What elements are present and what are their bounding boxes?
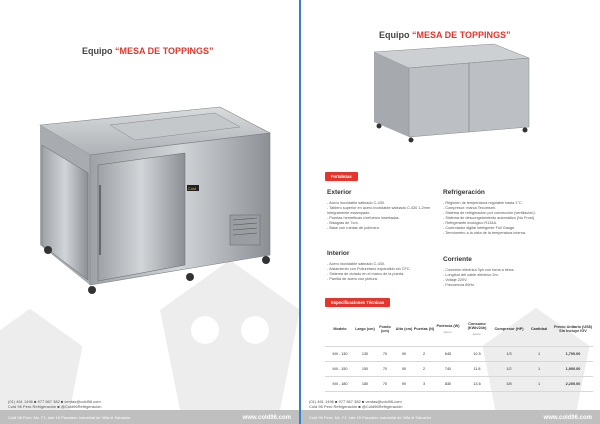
list-item: - Controlador digital inteligente Full Gauge. <box>443 226 578 231</box>
footer-contact: (01) 461 1496 ■ 977 567 382 ■ ventas@cold96.com <box>8 399 101 404</box>
table-row: MII - 180 180 70 90 3 830 13.6 3/8 1 2,200.00 <box>325 377 593 392</box>
table-row: MII - 130 130 70 90 2 645 10.5 1/3 1 1,700.00 <box>325 347 593 362</box>
footer-url[interactable]: www.cold96.com <box>242 415 291 421</box>
col-puertas: Puertas (N) <box>413 312 435 347</box>
col-potencia: Potencia (W) Aprox. <box>435 312 461 347</box>
list-item: - Sistema de descongelamiento automático (No Frost). <box>443 216 578 221</box>
table-header-row <box>325 312 593 347</box>
col-cantidad: Cantidad <box>525 312 553 347</box>
list-item: - Voltaje 220V. <box>443 278 578 283</box>
col-compresor: Compresor (HP) <box>493 312 525 347</box>
list-item: - Aislamiento con Poliuretano expandido sin CFC. <box>327 267 435 272</box>
list-item: - Parrilla de acero con pintura. <box>327 277 435 282</box>
refrigeracion-list <box>443 201 578 236</box>
list-item: - Termómetro a la vista de la temperatura interna. <box>443 231 578 236</box>
list-item: - Régimen de temperatura regulable hasta 1°C. <box>443 201 578 206</box>
col-alto: Alto (cm) <box>395 312 413 347</box>
list-item: - Puertas herméticas c/refuerzo insertadas. <box>327 216 435 221</box>
corriente-list <box>443 268 578 288</box>
col-consumo: Consumo (KWh/24h) Aprox. <box>461 312 493 347</box>
interior-list <box>327 262 435 282</box>
list-item: - Refrigerante ecológico R134A. <box>443 221 578 226</box>
list-item: - Compresor: marca Tecumseh. <box>443 206 578 211</box>
list-item: - Bisagras de 7cm. <box>327 221 435 226</box>
specs-table <box>325 312 593 392</box>
list-item: - Acero inoxidable satinado C-430. <box>327 262 435 267</box>
fortalezas-label: Fortalezas <box>325 172 358 181</box>
footer-left <box>0 398 299 424</box>
footer-address: Cold 96 Perú: Mz. F1, lote 15 Paradero Industrial de Villa el Salvador <box>309 415 432 420</box>
table-row: MII - 150 150 70 90 2 740 11.8 1/2 1 1,900.00 <box>325 362 593 377</box>
list-item: - Sistema de refrigeración por convección (ventilación). <box>443 211 578 216</box>
list-item: - Tablero superior en acero inoxidable satinado C-430 1.2mm íntegramente estampado. <box>327 206 435 216</box>
list-item: - Base con ruedas de polímero. <box>327 226 435 231</box>
brand-plate: Cold <box>188 186 197 191</box>
page-title: Equipo “MESA DE TOPPINGS” <box>82 46 214 56</box>
list-item: - Frecuencia 60Hz. <box>443 283 578 288</box>
exterior-list <box>327 201 435 231</box>
footer-social: Cold 96 Perú Refrigeración ■ @Cold96Refrigeración <box>8 404 102 409</box>
corriente-heading: Corriente <box>443 256 472 263</box>
footer-address: Cold 96 Perú: Mz. F1, lote 15 Paradero Industrial de Villa el Salvador <box>8 415 131 420</box>
footer-right <box>301 398 600 424</box>
col-largo: Largo (cm) <box>355 312 375 347</box>
list-item: - Sistema de ciclado en el marco de la puerta. <box>327 272 435 277</box>
specs-label: Especificaciones Técnicas <box>325 298 390 307</box>
exterior-heading: Exterior <box>327 189 352 196</box>
right-page <box>301 0 600 424</box>
list-item: - Acero inoxidable satinado C-430. <box>327 201 435 206</box>
list-item: - Longitud del cable eléctrico 2m. <box>443 273 578 278</box>
left-page <box>0 0 299 424</box>
col-modelo: Modelo <box>325 312 355 347</box>
footer-contact: (01) 461 1496 ■ 977 567 382 ■ ventas@cold96.com <box>309 399 402 404</box>
interior-heading: Interior <box>327 250 350 257</box>
footer-social: Cold 96 Perú Refrigeración ■ @Cold96Refrigeración <box>309 404 403 409</box>
col-fondo: Fondo (cm) <box>375 312 395 347</box>
product-photo-small <box>369 42 534 154</box>
col-precio: Precio Unitario (US$) Sin Incluye IGV <box>553 312 593 347</box>
page-title-right: Equipo “MESA DE TOPPINGS” <box>379 30 511 40</box>
refrigeracion-heading: Refrigeración <box>443 189 485 196</box>
list-item: - Conexión eléctrica 3ph con toma a tierra. <box>443 268 578 273</box>
product-photo <box>30 85 275 325</box>
footer-url[interactable]: www.cold96.com <box>543 415 592 421</box>
